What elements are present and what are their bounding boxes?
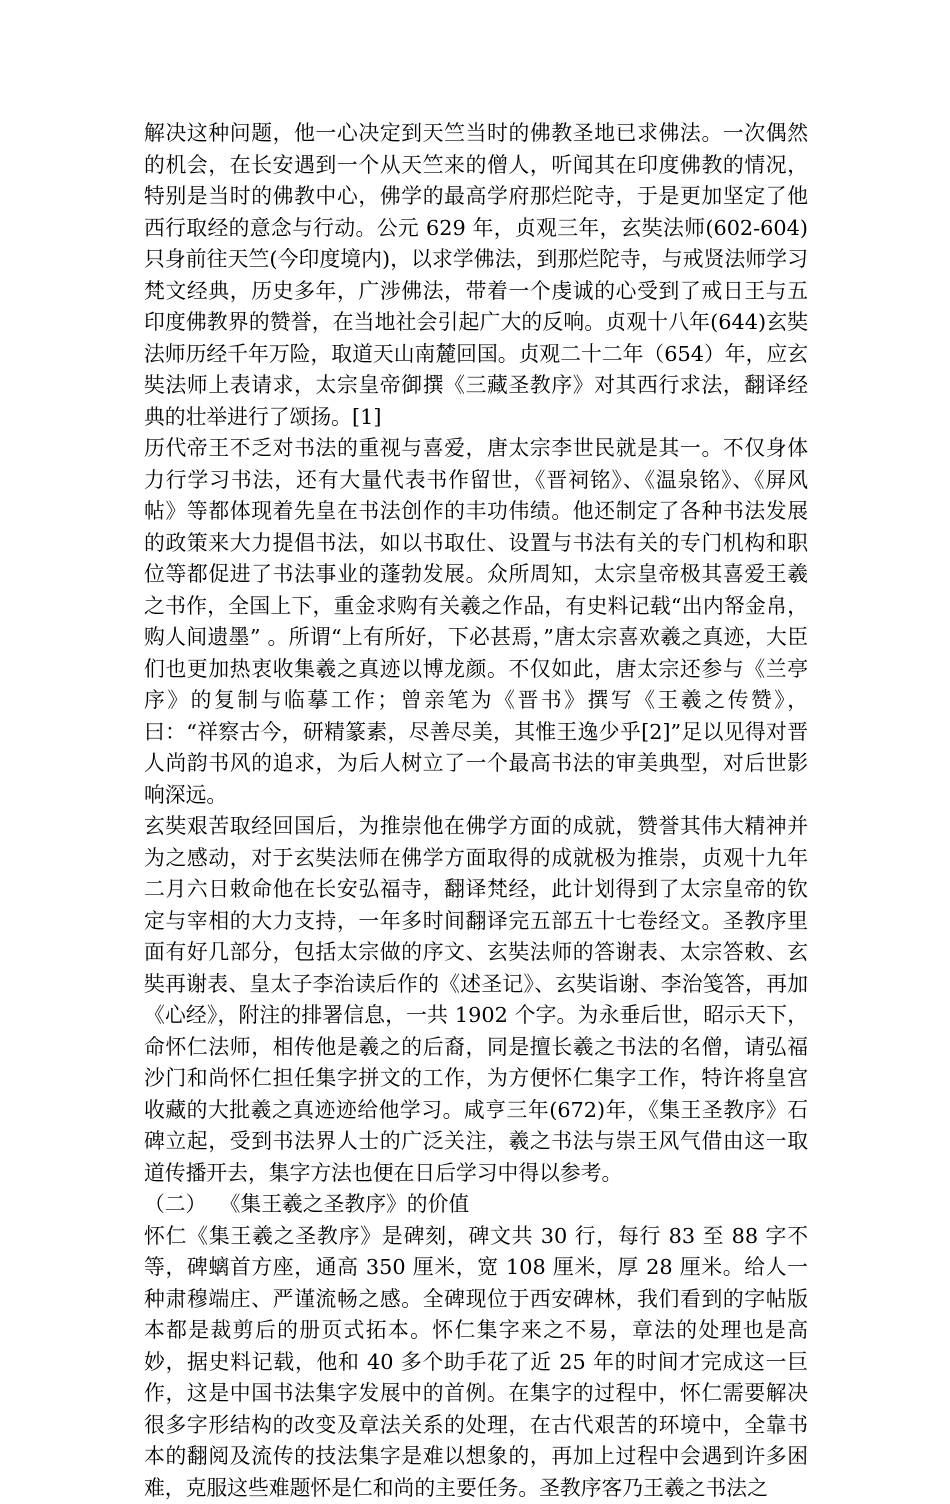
- paragraph-stele-value: 怀仁《集王羲之圣教序》是碑刻，碑文共 30 行，每行 83 至 88 字不等，碑螭首方座，通高 350 厘米，宽 108 厘米，厚 28 厘米。给人一种肃穆端庄、严谨流畅之感。全碑现位于西安碑林，我们看到的字帖版本都是裁剪后的册页式拓本。怀仁集字来之不易，章法的处理也是高妙，据史料记载，他和 40 多个助手花了近 25 年的时间才完成这一巨作，这是中国书法集字发展中的首例。在集字的过程中，怀仁需要解决很多字形结构的改变及章法关系的处理，在古代艰苦的环境中，全靠书本的翻阅及流传的技法集字是难以想象的，再加上过程中会遇到许多困难，克服这些难题怀是仁和尚的主要任务。圣教序客乃王羲之书法之: [144, 1221, 808, 1504]
- paragraph-shengjiaoxu-creation: 玄奘艰苦取经回国后，为推崇他在佛学方面的成就，赞誉其伟大精神并为之感动，对于玄奘法师在佛学方面取得的成就极为推崇，贞观十九年二月六日敕命他在长安弘福寺，翻译梵经，此计划得到了太宗皇帝的钦定与宰相的大力支持，一年多时间翻译完五部五十七卷经文。圣教序里面有好几部分，包括太宗做的序文、玄奘法师的答谢表、太宗答敕、玄奘再谢表、皇太子李治读后作的《述圣记》、玄奘诣谢、李治笺答，再加《心经》，附注的排署信息，一共 1902 个字。为永垂后世，昭示天下，命怀仁法师，相传他是羲之的后裔，同是擅长羲之书法的名僧，请弘福沙门和尚怀仁担任集字拼文的工作，为方便怀仁集字工作，特许将皇宫收藏的大批羲之真迹迹给他学习。咸亨三年(672)年，《集王圣教序》石碑立起，受到书法界人士的广泛关注，羲之书法与崇王风气借由这一取道传播开去，集字方法也便在日后学习中得以参考。: [144, 811, 808, 1189]
- paragraph-xuanzang-journey: 解决这种问题，他一心决定到天竺当时的佛教圣地已求佛法。一次偶然的机会，在长安遇到一个从天竺来的僧人，听闻其在印度佛教的情况，特别是当时的佛教中心，佛学的最高学府那烂陀寺，于是更加坚定了他西行取经的意念与行动。公元 629 年，贞观三年，玄奘法师(602-604)只身前往天竺(今印度境内)，以求学佛法，到那烂陀寺，与戒贤法师学习梵文经典，历史多年，广涉佛法，带着一个虔诚的心受到了戒日王与五印度佛教界的赞誉，在当地社会引起广大的反响。贞观十八年(644)玄奘法师历经千年万险，取道天山南麓回国。贞观二十二年（654）年，应玄奘法师上表请求，太宗皇帝御撰《三藏圣教序》对其西行求法，翻译经典的壮举进行了颂扬。[1]: [144, 118, 808, 433]
- section-heading: （二） 《集王羲之圣教序》的价值: [144, 1189, 808, 1221]
- paragraph-taizong-calligraphy: 历代帝王不乏对书法的重视与喜爱，唐太宗李世民就是其一。不仅身体力行学习书法，还有大量代表书作留世，《晋祠铭》、《温泉铭》、《屏风帖》等都体现着先皇在书法创作的丰功伟绩。他还制定了各种书法发展的政策来大力提倡书法，如以书取仕、设置与书法有关的专门机构和职位等都促进了书法事业的蓬勃发展。众所周知，太宗皇帝极其喜爱王羲之书作，全国上下，重金求购有关羲之作品，有史料记载“出内帑金帛，购人间遗墨” 。所谓“上有所好，下必甚焉，”唐太宗喜欢羲之真迹，大臣们也更加热衷收集羲之真迹以博龙颜。不仅如此，唐太宗还参与《兰亭序》的复制与临摹工作；曾亲笔为《晋书》撰写《王羲之传赞》，曰：“祥察古今，研精篆素，尽善尽美，其惟王逸少乎[2]”足以见得对晋人尚韵书风的追求，为后人树立了一个最高书法的审美典型，对后世影响深远。: [144, 433, 808, 811]
- document-page: [144, 118, 808, 1504]
